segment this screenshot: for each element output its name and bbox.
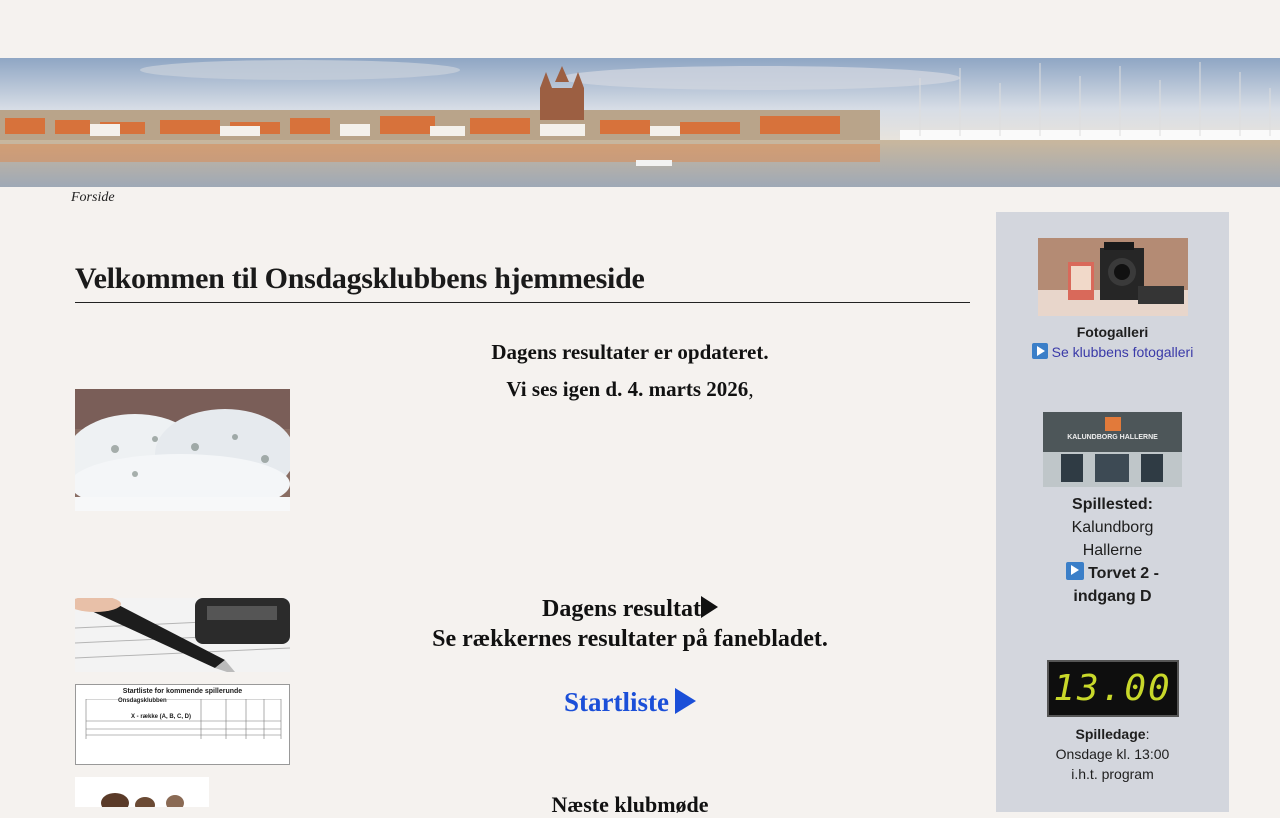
calculator-photo <box>75 598 290 672</box>
gallery-link-label[interactable]: Se klubbens fotogalleri <box>1051 344 1194 360</box>
results-link-label[interactable]: Dagens resultat <box>542 596 701 622</box>
camera-photo[interactable] <box>1038 238 1188 316</box>
play-icon <box>1066 562 1084 580</box>
playdays-title-line <box>996 724 1229 744</box>
intro-suffix: , <box>748 377 754 401</box>
gallery-link[interactable] <box>996 343 1229 360</box>
venue-line-2: Hallerne <box>1082 542 1143 559</box>
venue-block <box>996 412 1229 608</box>
playdays-line-2: i.h.t. program <box>1071 766 1154 782</box>
playdays-title: Spilledage <box>1075 726 1146 742</box>
startlist-document-image <box>75 684 290 765</box>
results-block <box>290 596 970 653</box>
gallery-block <box>996 238 1229 360</box>
venue-address-link[interactable] <box>996 562 1229 585</box>
venue-title: Spillested: <box>1072 496 1153 513</box>
header-banner-image <box>0 58 1280 187</box>
startlist-link[interactable] <box>290 687 970 718</box>
clock-display: 13.00 <box>1053 667 1172 709</box>
venue-photo-sign: KALUNDBORG HALLERNE <box>1067 434 1158 441</box>
venue-photo <box>1043 412 1182 487</box>
results-link[interactable] <box>290 596 970 623</box>
intro-line-2 <box>290 377 970 402</box>
startlist-doc-club: Onsdagsklubben <box>118 698 167 704</box>
venue-address-2: indgang D <box>1073 588 1152 605</box>
page-title: Velkommen til Onsdagsklubbens hjemmeside <box>75 262 970 303</box>
startlist-doc-row: X - række (A, B, C, D) <box>131 714 192 720</box>
next-meeting-heading: Næste klubmøde <box>551 792 709 817</box>
clock-photo <box>1047 660 1179 717</box>
triangle-right-icon <box>701 596 718 618</box>
snow-bush-photo <box>75 389 290 511</box>
breadcrumb[interactable]: Forside <box>71 190 115 205</box>
startlist-doc-title: Startliste for kommende spillerunde <box>122 688 243 695</box>
venue-line-1: Kalundborg <box>1071 519 1154 536</box>
intro-line-1: Dagens resultater er opdateret. <box>491 340 769 364</box>
playdays-colon: : <box>1145 726 1150 742</box>
gallery-title: Fotogalleri <box>1076 324 1149 340</box>
venue-address-1[interactable]: Torvet 2 - <box>1088 565 1159 582</box>
intro-date: Vi ses igen d. 4. marts 2026 <box>506 377 749 401</box>
results-subtitle: Se rækkernes resultater på fanebladet. <box>432 626 828 652</box>
top-bar <box>0 0 1280 58</box>
triangle-right-icon <box>675 688 696 714</box>
startlist-link-label[interactable]: Startliste <box>564 687 669 717</box>
play-icon <box>1032 343 1048 359</box>
meeting-photo <box>75 777 209 807</box>
playdays-block <box>996 660 1229 784</box>
intro-text <box>290 340 970 402</box>
playdays-line-1: Onsdage kl. 13:00 <box>1055 746 1170 762</box>
